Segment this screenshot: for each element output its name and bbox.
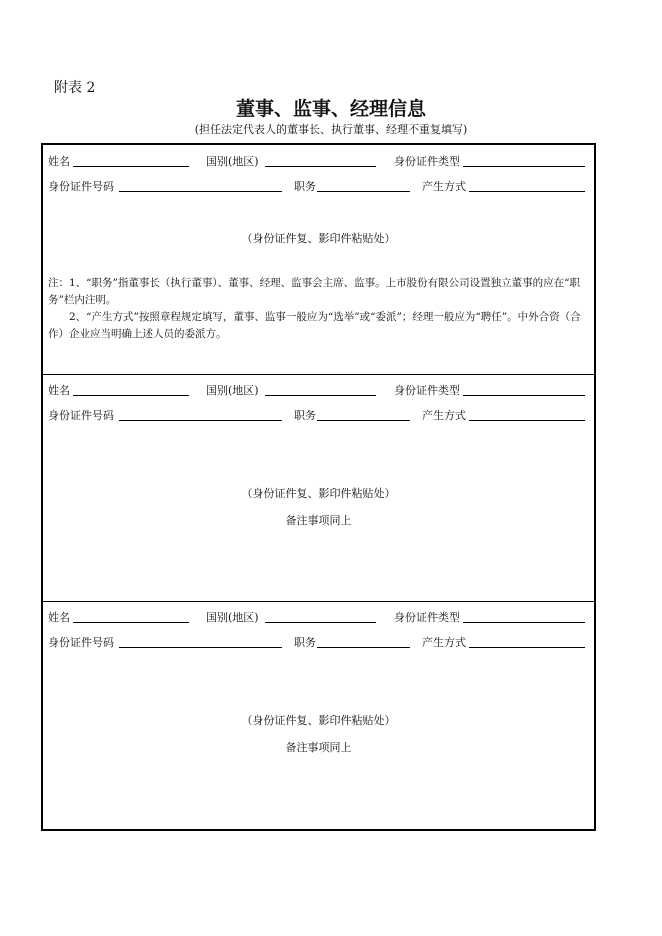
id-number-label: 身份证件号码 [48, 409, 114, 422]
appointment-field[interactable] [469, 420, 585, 421]
name-label: 姓名 [48, 384, 70, 397]
name-label: 姓名 [48, 611, 70, 624]
page-title: 董事、监事、经理信息 [235, 98, 426, 120]
position-label: 职务 [294, 636, 316, 649]
person-section-3 [43, 601, 594, 829]
id-type-field[interactable] [463, 166, 585, 167]
country-field[interactable] [265, 395, 376, 396]
same-notes-text: 备注事项同上 [285, 514, 352, 527]
appointment-label: 产生方式 [422, 636, 466, 649]
notes [48, 275, 593, 343]
name-field[interactable] [73, 622, 189, 623]
country-label: 国别(地区) [206, 384, 259, 397]
country-field[interactable] [265, 166, 376, 167]
id-number-field[interactable] [119, 420, 282, 421]
name-field[interactable] [73, 395, 189, 396]
id-number-field[interactable] [119, 647, 282, 648]
position-field[interactable] [317, 191, 410, 192]
id-type-label: 身份证件类型 [394, 611, 460, 624]
id-number-field[interactable] [119, 191, 282, 192]
id-type-label: 身份证件类型 [394, 155, 460, 168]
name-label: 姓名 [48, 155, 70, 168]
appendix-label: 附表 2 [54, 80, 96, 96]
form-box [41, 143, 596, 831]
id-paste-area: （身份证件复、影印件粘贴处） [241, 232, 396, 245]
note-1: 注：1、“职务”指董事长（执行董事）、董事、经理、监事会主席、监事。上市股份有限公司设置独立董事的应在“职务”栏内注明。 [48, 277, 581, 306]
appointment-field[interactable] [469, 191, 585, 192]
position-label: 职务 [294, 180, 316, 193]
id-paste-area: （身份证件复、影印件粘贴处） [241, 714, 396, 727]
same-notes-text: 备注事项同上 [285, 741, 352, 754]
country-label: 国别(地区) [206, 155, 259, 168]
appointment-label: 产生方式 [422, 180, 466, 193]
appointment-label: 产生方式 [422, 409, 466, 422]
country-label: 国别(地区) [206, 611, 259, 624]
id-number-label: 身份证件号码 [48, 636, 114, 649]
id-type-label: 身份证件类型 [394, 384, 460, 397]
id-type-field[interactable] [463, 622, 585, 623]
id-paste-area: （身份证件复、影印件粘贴处） [241, 487, 396, 500]
name-field[interactable] [73, 166, 189, 167]
appointment-field[interactable] [469, 647, 585, 648]
position-label: 职务 [294, 409, 316, 422]
id-number-label: 身份证件号码 [48, 180, 114, 193]
note-2: 2、“产生方式”按照章程规定填写，董事、监事一般应为“选举”或“委派”；经理一般应为“聘任”。中外合资（合作）企业应当明确上述人员的委派方。 [48, 311, 581, 340]
position-field[interactable] [317, 647, 410, 648]
id-type-field[interactable] [463, 395, 585, 396]
person-section-1 [43, 145, 594, 375]
position-field[interactable] [317, 420, 410, 421]
person-section-2 [43, 374, 594, 602]
page-subtitle: (担任法定代表人的董事长、执行董事、经理不重复填写) [194, 123, 468, 136]
country-field[interactable] [265, 622, 376, 623]
